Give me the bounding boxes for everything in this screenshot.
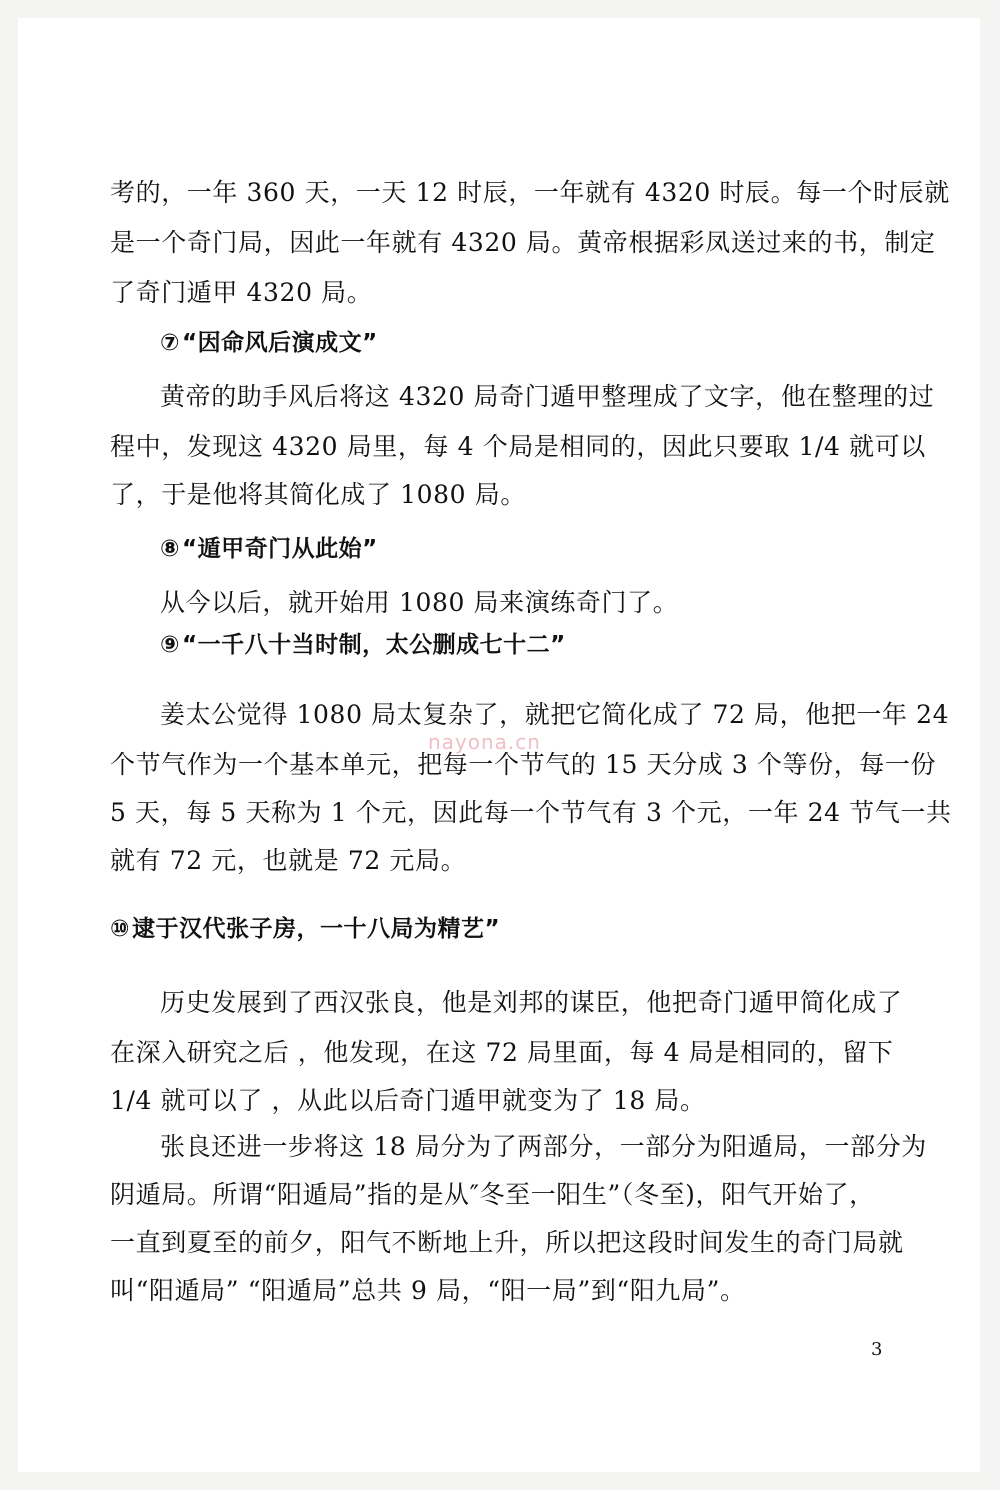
text-line: 叫“阳遁局” “阳遁局”总共 9 局，“阳一局”到“阳九局”。 [110, 1276, 746, 1305]
circled-number-10-icon: ⑩ [110, 916, 130, 942]
section-heading-10 [110, 914, 500, 944]
section-heading-text: “遁甲奇门从此始” [181, 536, 378, 562]
page-number: 3 [871, 1339, 883, 1360]
text-line: 个节气作为一个基本单元，把每一个节气的 15 天分成 3 个等份，每一份 [110, 750, 937, 779]
text-line: 从今以后，就开始用 1080 局来演练奇门了。 [160, 588, 679, 617]
text-line: 了，于是他将其简化成了 1080 局。 [110, 480, 526, 509]
section-heading-7 [160, 328, 378, 358]
text-line: 就有 72 元，也就是 72 元局。 [110, 846, 467, 875]
text-line: 姜太公觉得 1080 局太复杂了，就把它简化成了 72 局，他把一年 24 [160, 700, 950, 729]
watermark: nayona.cn [428, 730, 541, 754]
circled-number-8-icon: ⑧ [160, 536, 180, 562]
section-heading-9 [160, 630, 566, 660]
text-line: 是一个奇门局，因此一年就有 4320 局。黄帝根据彩凤送过来的书，制定 [110, 228, 936, 257]
text-line: 了奇门遁甲 4320 局。 [110, 278, 373, 307]
text-line: 1/4 就可以了 ，从此以后奇门遁甲就变为了 18 局。 [110, 1086, 706, 1115]
text-line: 阴遁局。所谓“阳遁局”指的是从″冬至一阳生”（冬至)，阳气开始了， [110, 1180, 875, 1209]
text-line: 在深入研究之后 ，他发现，在这 72 局里面，每 4 局是相同的，留下 [110, 1038, 894, 1067]
section-heading-text: 逮于汉代张子房，一十八局为精艺” [131, 916, 501, 942]
circled-number-7-icon: ⑦ [160, 330, 180, 356]
section-heading-text: “一千八十当时制，太公删成七十二” [181, 632, 566, 658]
text-line: 程中，发现这 4320 局里，每 4 个局是相同的，因此只要取 1/4 就可以 [110, 432, 926, 461]
text-line: 5 天，每 5 天称为 1 个元，因此每一个节气有 3 个元，一年 24 节气一共 [110, 798, 952, 827]
text-line: 考的，一年 360 天，一天 12 时辰，一年就有 4320 时辰。每一个时辰就 [110, 178, 950, 207]
circled-number-9-icon: ⑨ [160, 632, 180, 658]
text-line: 一直到夏至的前夕，阳气不断地上升，所以把这段时间发生的奇门局就 [110, 1228, 904, 1257]
text-line: 黄帝的助手风后将这 4320 局奇门遁甲整理成了文字，他在整理的过 [160, 382, 935, 411]
text-line: 张良还进一步将这 18 局分为了两部分，一部分为阳遁局，一部分为 [160, 1132, 927, 1161]
section-heading-8 [160, 534, 378, 564]
section-heading-text: “因命风后演成文” [181, 330, 378, 356]
document-page [18, 18, 980, 1472]
text-line: 历史发展到了西汉张良，他是刘邦的谋臣，他把奇门遁甲简化成了 [160, 988, 903, 1017]
